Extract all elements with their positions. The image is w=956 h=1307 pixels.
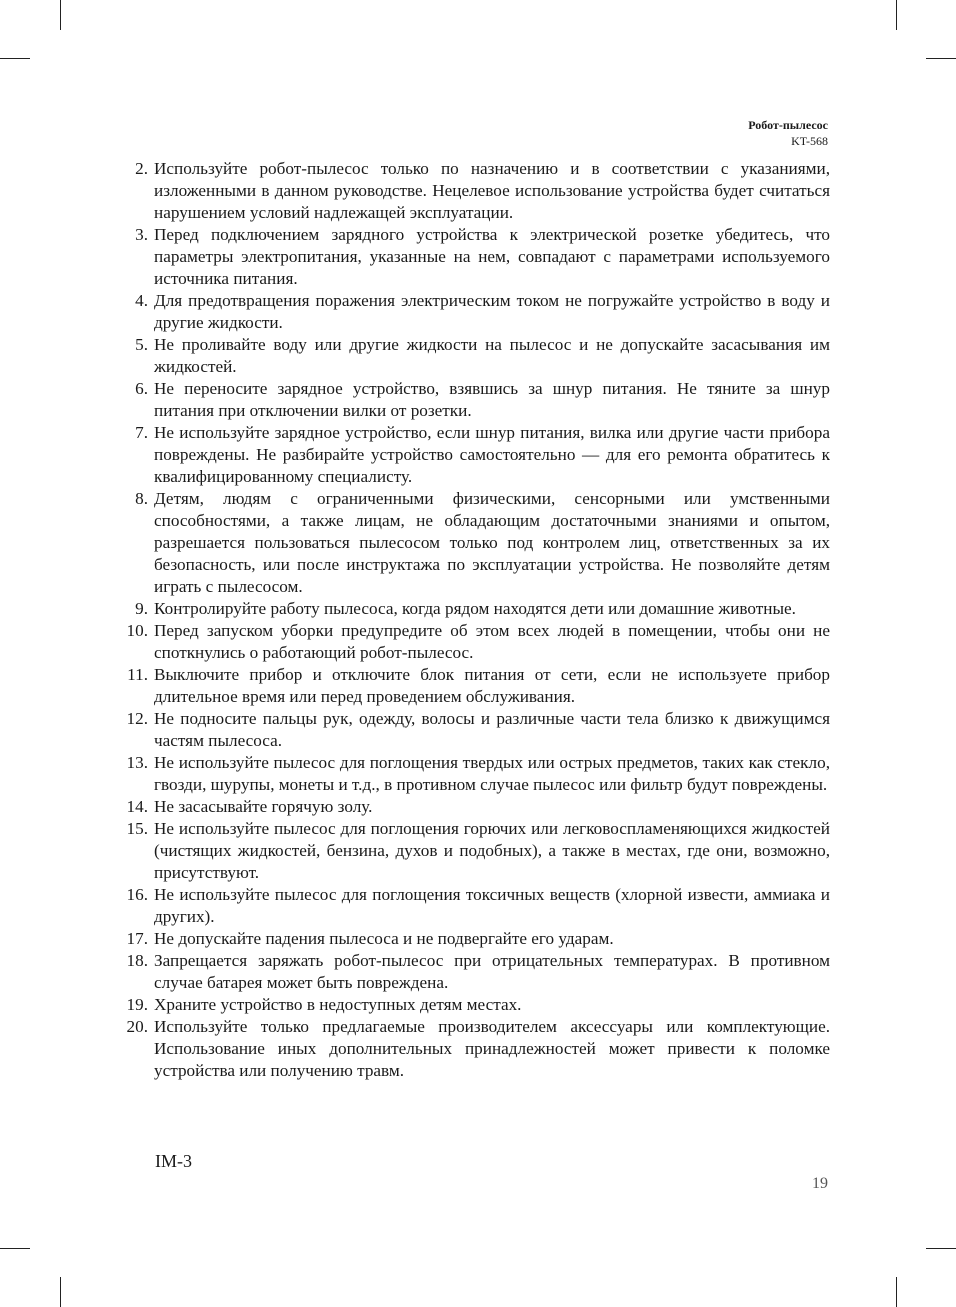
safety-rules-list [126, 158, 830, 1082]
item-text: Контролируйте работу пылесоса, когда рядом находятся дети или домашние животные. [154, 599, 796, 618]
item-number: 10. [126, 621, 148, 640]
item-number: 6. [135, 379, 148, 398]
list-item [126, 928, 830, 950]
item-number: 9. [135, 599, 148, 618]
item-number: 8. [135, 489, 148, 508]
list-item [126, 818, 830, 884]
list-item [135, 422, 830, 488]
list-item [135, 488, 830, 598]
section-code: IM-3 [155, 1151, 192, 1171]
list-item [126, 1016, 830, 1082]
item-text: Не используйте пылесос для поглощения твердых или острых предметов, таких как стекло, гвозди, шурупы, монеты и т.д., в противном случае пылесос или фильтр будут повреждены. [154, 753, 830, 794]
item-number: 4. [135, 291, 148, 310]
item-text: Не засасывайте горячую золу. [154, 797, 373, 816]
list-item [126, 950, 830, 994]
item-number: 2. [135, 159, 148, 178]
item-text: Детям, людям с ограниченными физическими, сенсорными или умственными способностями, а также лицам, не обладающим достаточными знаниями и опытом, разрешается пользоваться пылесосом только под контролем лиц, ответственных за их безопасность, или после инструктажа по эксплуатации устройства. Не позволяйте детям играть с пылесосом. [154, 489, 830, 596]
item-number: 20. [126, 1017, 148, 1036]
crop-mark [0, 1248, 30, 1249]
list-item [126, 620, 830, 664]
crop-mark [896, 1277, 897, 1307]
list-item [126, 796, 830, 818]
item-text: Не используйте пылесос для поглощения токсичных веществ (хлорной извести, аммиака и других). [154, 885, 830, 926]
list-item [135, 158, 830, 224]
item-text: Не переносите зарядное устройство, взявшись за шнур питания. Не тяните за шнур питания при отключении вилки от розетки. [154, 379, 830, 420]
list-item [135, 224, 830, 290]
list-item [127, 664, 830, 708]
list-item [126, 994, 830, 1016]
item-text: Выключите прибор и отключите блок питания от сети, если не используете прибор длительное время или перед проведением обслуживания. [154, 665, 830, 706]
item-number: 11. [127, 665, 148, 684]
item-text: Перед подключением зарядного устройства к электрической розетке убедитесь, что параметры электропитания, указанные на нем, совпадают с параметрами используемого источника питания. [154, 225, 830, 288]
list-item [135, 378, 830, 422]
item-text: Не проливайте воду или другие жидкости на пылесос и не допускайте засасывания им жидкостей. [154, 335, 830, 376]
item-number: 13. [126, 753, 148, 772]
item-text: Не используйте пылесос для поглощения горючих или легковоспламеняющихся жидкостей (чистящих жидкостей, бензина, духов и подобных), а также в местах, где они, возможно, присутствуют. [154, 819, 830, 882]
crop-mark [60, 1277, 61, 1307]
running-header [748, 117, 828, 149]
item-text: Не подносите пальцы рук, одежду, волосы и различные части тела близко к движущимся частям пылесоса. [154, 709, 830, 750]
item-text: Не допускайте падения пылесоса и не подвергайте его ударам. [154, 929, 614, 948]
item-number: 18. [126, 951, 148, 970]
item-number: 3. [135, 225, 148, 244]
item-text: Храните устройство в недоступных детям местах. [154, 995, 522, 1014]
crop-mark [896, 0, 897, 30]
item-number: 19. [126, 995, 148, 1014]
item-text: Используйте робот-пылесос только по назначению и в соответствии с указаниями, изложенными в данном руководстве. Нецелевое использование устройства будет считаться нарушением условий надлежащей эксплуатации. [154, 159, 830, 222]
list-item [126, 708, 830, 752]
item-number: 5. [135, 335, 148, 354]
crop-mark [60, 0, 61, 30]
crop-mark [926, 1248, 956, 1249]
item-number: 15. [126, 819, 148, 838]
item-text: Используйте только предлагаемые производителем аксессуары или комплектующие. Использование иных дополнительных принадлежностей может привести к поломке устройства или получению травм. [154, 1017, 830, 1080]
list-item [135, 598, 830, 620]
item-text: Для предотвращения поражения электрическим током не погружайте устройство в воду и другие жидкости. [154, 291, 830, 332]
item-number: 14. [126, 797, 148, 816]
item-number: 16. [126, 885, 148, 904]
list-item [135, 334, 830, 378]
page-number: 19 [812, 1175, 828, 1192]
item-text: Перед запуском уборки предупредите об этом всех людей в помещении, чтобы они не споткнулись о работающий робот-пылесос. [154, 621, 830, 662]
item-number: 7. [135, 423, 148, 442]
header-model: KT-568 [791, 134, 828, 148]
item-number: 12. [126, 709, 148, 728]
item-text: Запрещается заряжать робот-пылесос при отрицательных температурах. В противном случае батарея может быть повреждена. [154, 951, 830, 992]
list-item [126, 884, 830, 928]
crop-mark [0, 58, 30, 59]
item-text: Не используйте зарядное устройство, если шнур питания, вилка или другие части прибора повреждены. Не разбирайте устройство самостоятельно — для его ремонта обратитесь к квалифицированному специалисту. [154, 423, 830, 486]
list-item [126, 752, 830, 796]
header-title: Робот-пылесос [748, 118, 828, 132]
list-item [135, 290, 830, 334]
crop-mark [926, 58, 956, 59]
item-number: 17. [126, 929, 148, 948]
